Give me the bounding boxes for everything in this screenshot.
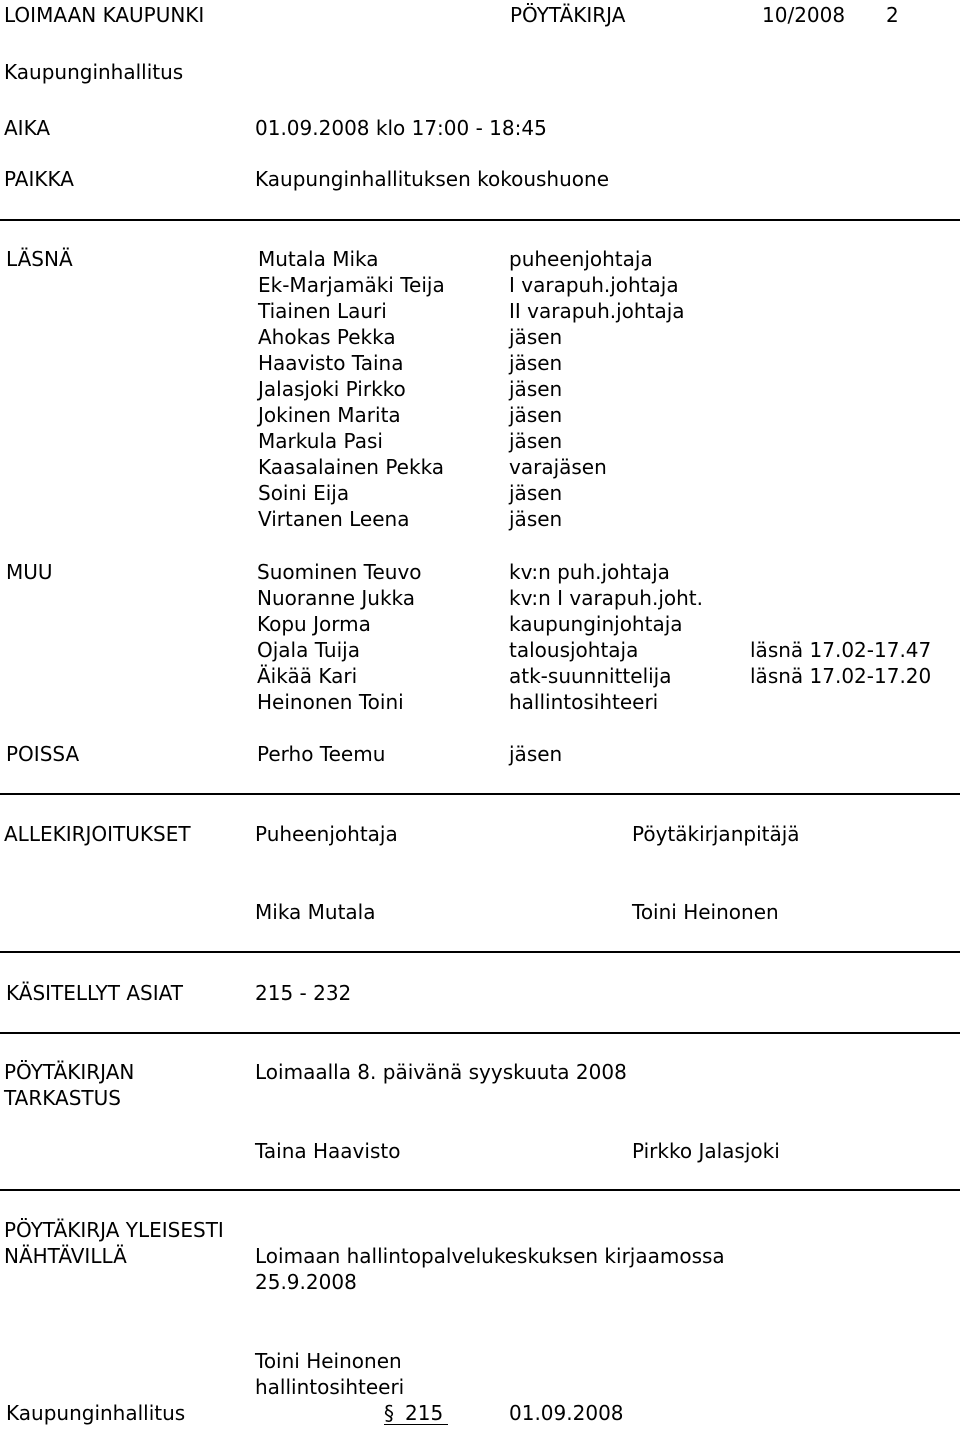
- reviewer-1: Taina Haavisto: [255, 1139, 401, 1163]
- member-role: jäsen: [509, 377, 563, 401]
- divider: [0, 951, 960, 953]
- member-name: Haavisto Taina: [258, 351, 404, 375]
- public-label-line1: PÖYTÄKIRJA YLEISESTI: [4, 1218, 224, 1242]
- reviewer-2: Pirkko Jalasjoki: [632, 1139, 780, 1163]
- absent-name: Perho Teemu: [257, 742, 386, 766]
- doc-number: 10/2008: [762, 3, 846, 27]
- member-role: jäsen: [509, 481, 563, 505]
- divider: [0, 1032, 960, 1034]
- footer-body: Kaupunginhallitus: [6, 1401, 186, 1425]
- items-label: KÄSITELLYT ASIAT: [6, 981, 183, 1005]
- chair-title: Puheenjohtaja: [255, 822, 398, 846]
- absent-role: jäsen: [509, 742, 563, 766]
- review-place-date: Loimaalla 8. päivänä syyskuuta 2008: [255, 1060, 627, 1084]
- member-name: Kaasalainen Pekka: [258, 455, 445, 479]
- member-role: II varapuh.johtaja: [509, 299, 685, 323]
- chair-name: Mika Mutala: [255, 900, 376, 924]
- member-role: jäsen: [509, 351, 563, 375]
- member-name: Soini Eija: [258, 481, 350, 505]
- member-role: jäsen: [509, 325, 563, 349]
- attendance-note: läsnä 17.02-17.20: [750, 664, 932, 688]
- attendee-role: kv:n puh.johtaja: [509, 560, 670, 584]
- attendee-name: Heinonen Toini: [257, 690, 404, 714]
- footer-section-sign: §: [384, 1401, 394, 1425]
- member-role: jäsen: [509, 403, 563, 427]
- footer-section-underline: [384, 1424, 448, 1425]
- attendee-role: atk-suunnittelija: [509, 664, 672, 688]
- time-value: 01.09.2008 klo 17:00 - 18:45: [255, 116, 547, 140]
- present-label: LÄSNÄ: [6, 247, 73, 271]
- divider: [0, 1189, 960, 1191]
- doc-type: PÖYTÄKIRJA: [510, 3, 626, 27]
- secretary-title: Pöytäkirjanpitäjä: [632, 822, 800, 846]
- member-role: jäsen: [509, 429, 563, 453]
- member-name: Ahokas Pekka: [258, 325, 396, 349]
- member-name: Jalasjoki Pirkko: [258, 377, 406, 401]
- public-date: 25.9.2008: [255, 1270, 357, 1294]
- secretary-name: Toini Heinonen: [632, 900, 779, 924]
- attendee-name: Äikää Kari: [257, 664, 358, 688]
- divider: [0, 793, 960, 795]
- time-label: AIKA: [4, 116, 51, 140]
- member-name: Tiainen Lauri: [258, 299, 387, 323]
- absent-label: POISSA: [6, 742, 80, 766]
- review-label-line1: PÖYTÄKIRJAN: [4, 1060, 135, 1084]
- attendee-role: kaupunginjohtaja: [509, 612, 683, 636]
- org-name: LOIMAAN KAUPUNKI: [4, 3, 205, 27]
- member-role: puheenjohtaja: [509, 247, 653, 271]
- body-name: Kaupunginhallitus: [4, 60, 184, 84]
- footer-section: 215: [405, 1401, 444, 1425]
- attendee-name: Kopu Jorma: [257, 612, 371, 636]
- attendee-name: Ojala Tuija: [257, 638, 360, 662]
- signatures-label: ALLEKIRJOITUKSET: [4, 822, 191, 846]
- attendee-name: Nuoranne Jukka: [257, 586, 416, 610]
- footer-date: 01.09.2008: [509, 1401, 624, 1425]
- member-role: jäsen: [509, 507, 563, 531]
- other-label: MUU: [6, 560, 53, 584]
- page-number: 2: [886, 3, 899, 27]
- divider: [0, 219, 960, 221]
- items-value: 215 - 232: [255, 981, 352, 1005]
- member-name: Virtanen Leena: [258, 507, 410, 531]
- member-name: Mutala Mika: [258, 247, 379, 271]
- member-name: Markula Pasi: [258, 429, 383, 453]
- review-label-line2: TARKASTUS: [4, 1086, 121, 1110]
- public-signer-name: Toini Heinonen: [255, 1349, 402, 1373]
- attendee-role: kv:n I varapuh.joht.: [509, 586, 703, 610]
- attendance-note: läsnä 17.02-17.47: [750, 638, 932, 662]
- member-name: Jokinen Marita: [258, 403, 401, 427]
- place-value: Kaupunginhallituksen kokoushuone: [255, 167, 610, 191]
- place-label: PAIKKA: [4, 167, 74, 191]
- member-role: varajäsen: [509, 455, 607, 479]
- attendee-role: hallintosihteeri: [509, 690, 659, 714]
- member-name: Ek-Marjamäki Teija: [258, 273, 445, 297]
- attendee-role: talousjohtaja: [509, 638, 639, 662]
- member-role: I varapuh.johtaja: [509, 273, 679, 297]
- public-signer-title: hallintosihteeri: [255, 1375, 405, 1399]
- public-label-line2: NÄHTÄVILLÄ: [4, 1244, 127, 1268]
- attendee-name: Suominen Teuvo: [257, 560, 422, 584]
- public-place: Loimaan hallintopalvelukeskuksen kirjaamossa: [255, 1244, 725, 1268]
